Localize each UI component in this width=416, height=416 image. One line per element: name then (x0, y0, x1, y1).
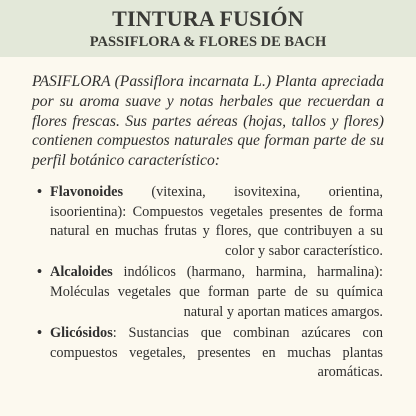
bullet-icon: • (37, 325, 43, 342)
bullet-icon: • (37, 184, 43, 200)
compound-description: (vitexina, isovitexina, orientina, isoorientina): Compuestos vegetales presentes de forma natural en muchas frutas y flores, que contribuyen a su color y sabor característico. (50, 184, 383, 259)
page-subtitle: PASSIFLORA & FLORES DE BACH (89, 34, 327, 50)
list-item-glicosidos (37, 324, 383, 383)
intro-paragraph: PASIFLORA (Passiflora incarnata L.) Planta apreciada por su aroma suave y notas herbales que recuerdan a flores frescas. Sus partes aéreas (hojas, tallos y flores) contienen compuestos naturales que forman parte de su perfil botánico característico: (32, 73, 384, 170)
compound-term: Glicósidos (50, 325, 113, 342)
header-banner (0, 0, 416, 57)
compound-term: Alcaloides (50, 264, 113, 281)
compound-list (37, 183, 383, 385)
list-item-alcaloides (37, 263, 383, 322)
list-item-flavonoides (37, 183, 383, 261)
compound-description: : Sustancias que combinan azúcares con compuestos vegetales, presentes en muchas plantas aromáticas. (50, 325, 383, 381)
page-title: TINTURA FUSIÓN (112, 6, 304, 31)
compound-description: indólicos (harmano, harmina, harmalina): Moléculas vegetales que forman parte de su química natural y aportan matices amargos. (50, 264, 383, 320)
compound-term: Flavonoides (50, 184, 124, 200)
bullet-icon: • (37, 264, 43, 281)
